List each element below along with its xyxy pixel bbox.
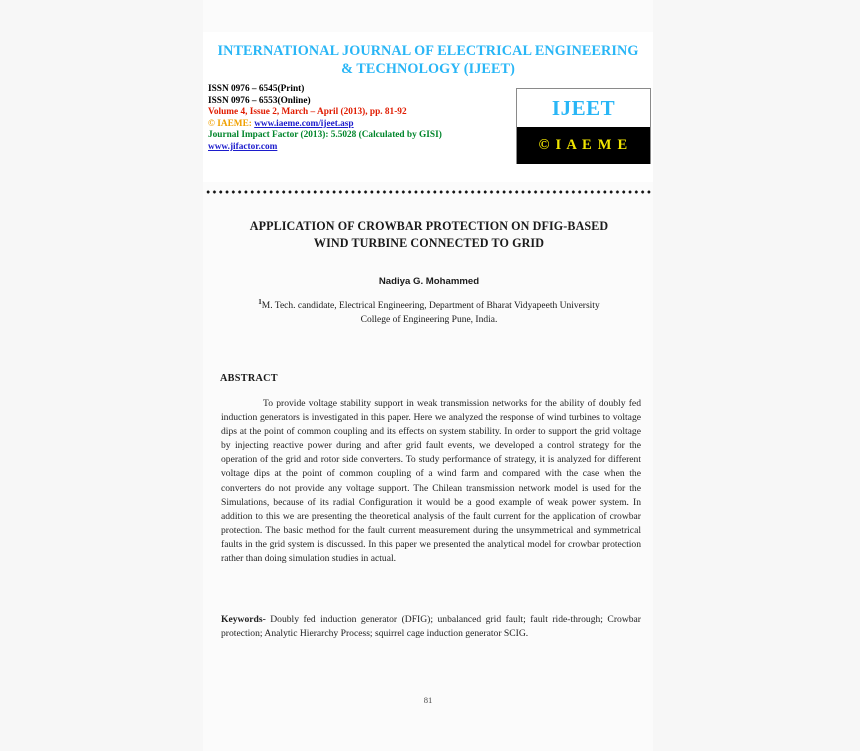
abstract-body: To provide voltage stability support in weak transmission networks for the ability of doubly fed induction generators is investigated in this paper. Here we analyzed the response of wind turbines to voltage dips at the point of common coupling and its effects on system stability. In order to support the grid voltage by injecting reactive power during and after grid fault events, we developed a control strategy for the operation of the grid and rotor side converters. To study performance of strategy, it is analyzed for different voltage dips at the point of common coupling of a wind farm and compared with the case when the converters do not provide any voltage support. The Chilean transmission network model is used for the Simulations, because of its radial Configuration it would be a good example of weak power system. In addition to this we are presenting the theoretical analysis of the fault current for the application of crowbar protection. The basic method for the fault current measurement during the unsymmetrical and symmetrical faults in the grid system is discussed. In this paper we presented the analytical model for crowbar protection rather than doing simulation studies in actual. — [221, 398, 641, 565]
ijeet-logo-text: IJEET — [551, 95, 616, 120]
jifactor-url-link[interactable]: www.jifactor.com — [208, 141, 278, 152]
journal-metadata — [208, 84, 528, 154]
journal-title-line-2: & TECHNOLOGY (IJEET) — [341, 61, 515, 77]
paper-title — [223, 218, 635, 252]
issn-print: ISSN 0976 – 6545(Print) — [208, 84, 305, 94]
keywords-text: Doubly fed induction generator (DFIG); unbalanced grid fault; fault ride-through; Crowbar protection; Analytic Hierarchy Process; squirrel cage induction generator SCIG. — [221, 614, 641, 640]
paper-title-line-1: APPLICATION OF CROWBAR PROTECTION ON DFIG-BASED — [249, 219, 609, 233]
keywords-section — [221, 613, 641, 641]
journal-title — [203, 42, 653, 78]
page-number: 81 — [423, 695, 433, 705]
impact-factor-line: Journal Impact Factor (2013): 5.5028 (Calculated by GISI) — [208, 130, 442, 141]
affiliation-line-2: College of Engineering Pune, India. — [360, 315, 498, 326]
ijeet-logo-bottom — [517, 127, 650, 164]
keywords-label: Keywords- — [221, 614, 266, 625]
iaeme-url-link[interactable]: www.iaeme.com/ijeet.asp — [254, 118, 354, 129]
journal-title-line-1: INTERNATIONAL JOURNAL OF ELECTRICAL ENGINEERING — [217, 43, 639, 59]
affiliation-marker: 1 — [258, 298, 262, 306]
copyright-label: © IAEME: — [208, 118, 252, 129]
journal-header-band — [203, 32, 653, 182]
document-page — [203, 0, 653, 751]
ijeet-logo — [516, 88, 651, 164]
ijeet-logo-top — [517, 89, 650, 127]
issn-online: ISSN 0976 – 6553(Online) — [208, 95, 311, 106]
iaeme-logo-text: © I A E M E — [538, 137, 629, 153]
abstract-heading: ABSTRACT — [220, 373, 278, 384]
author-name: Nadiya G. Mohammed — [378, 276, 480, 287]
paper-title-line-2: WIND TURBINE CONNECTED TO GRID — [313, 236, 545, 250]
author-affiliation — [217, 295, 641, 328]
affiliation-line-1: M. Tech. candidate, Electrical Engineering, Department of Bharat Vidyapeeth University — [261, 301, 600, 312]
dotted-separator — [205, 190, 651, 194]
iaeme-line — [208, 119, 528, 131]
volume-issue-line: Volume 4, Issue 2, March – April (2013), pp. 81-92 — [208, 107, 407, 118]
